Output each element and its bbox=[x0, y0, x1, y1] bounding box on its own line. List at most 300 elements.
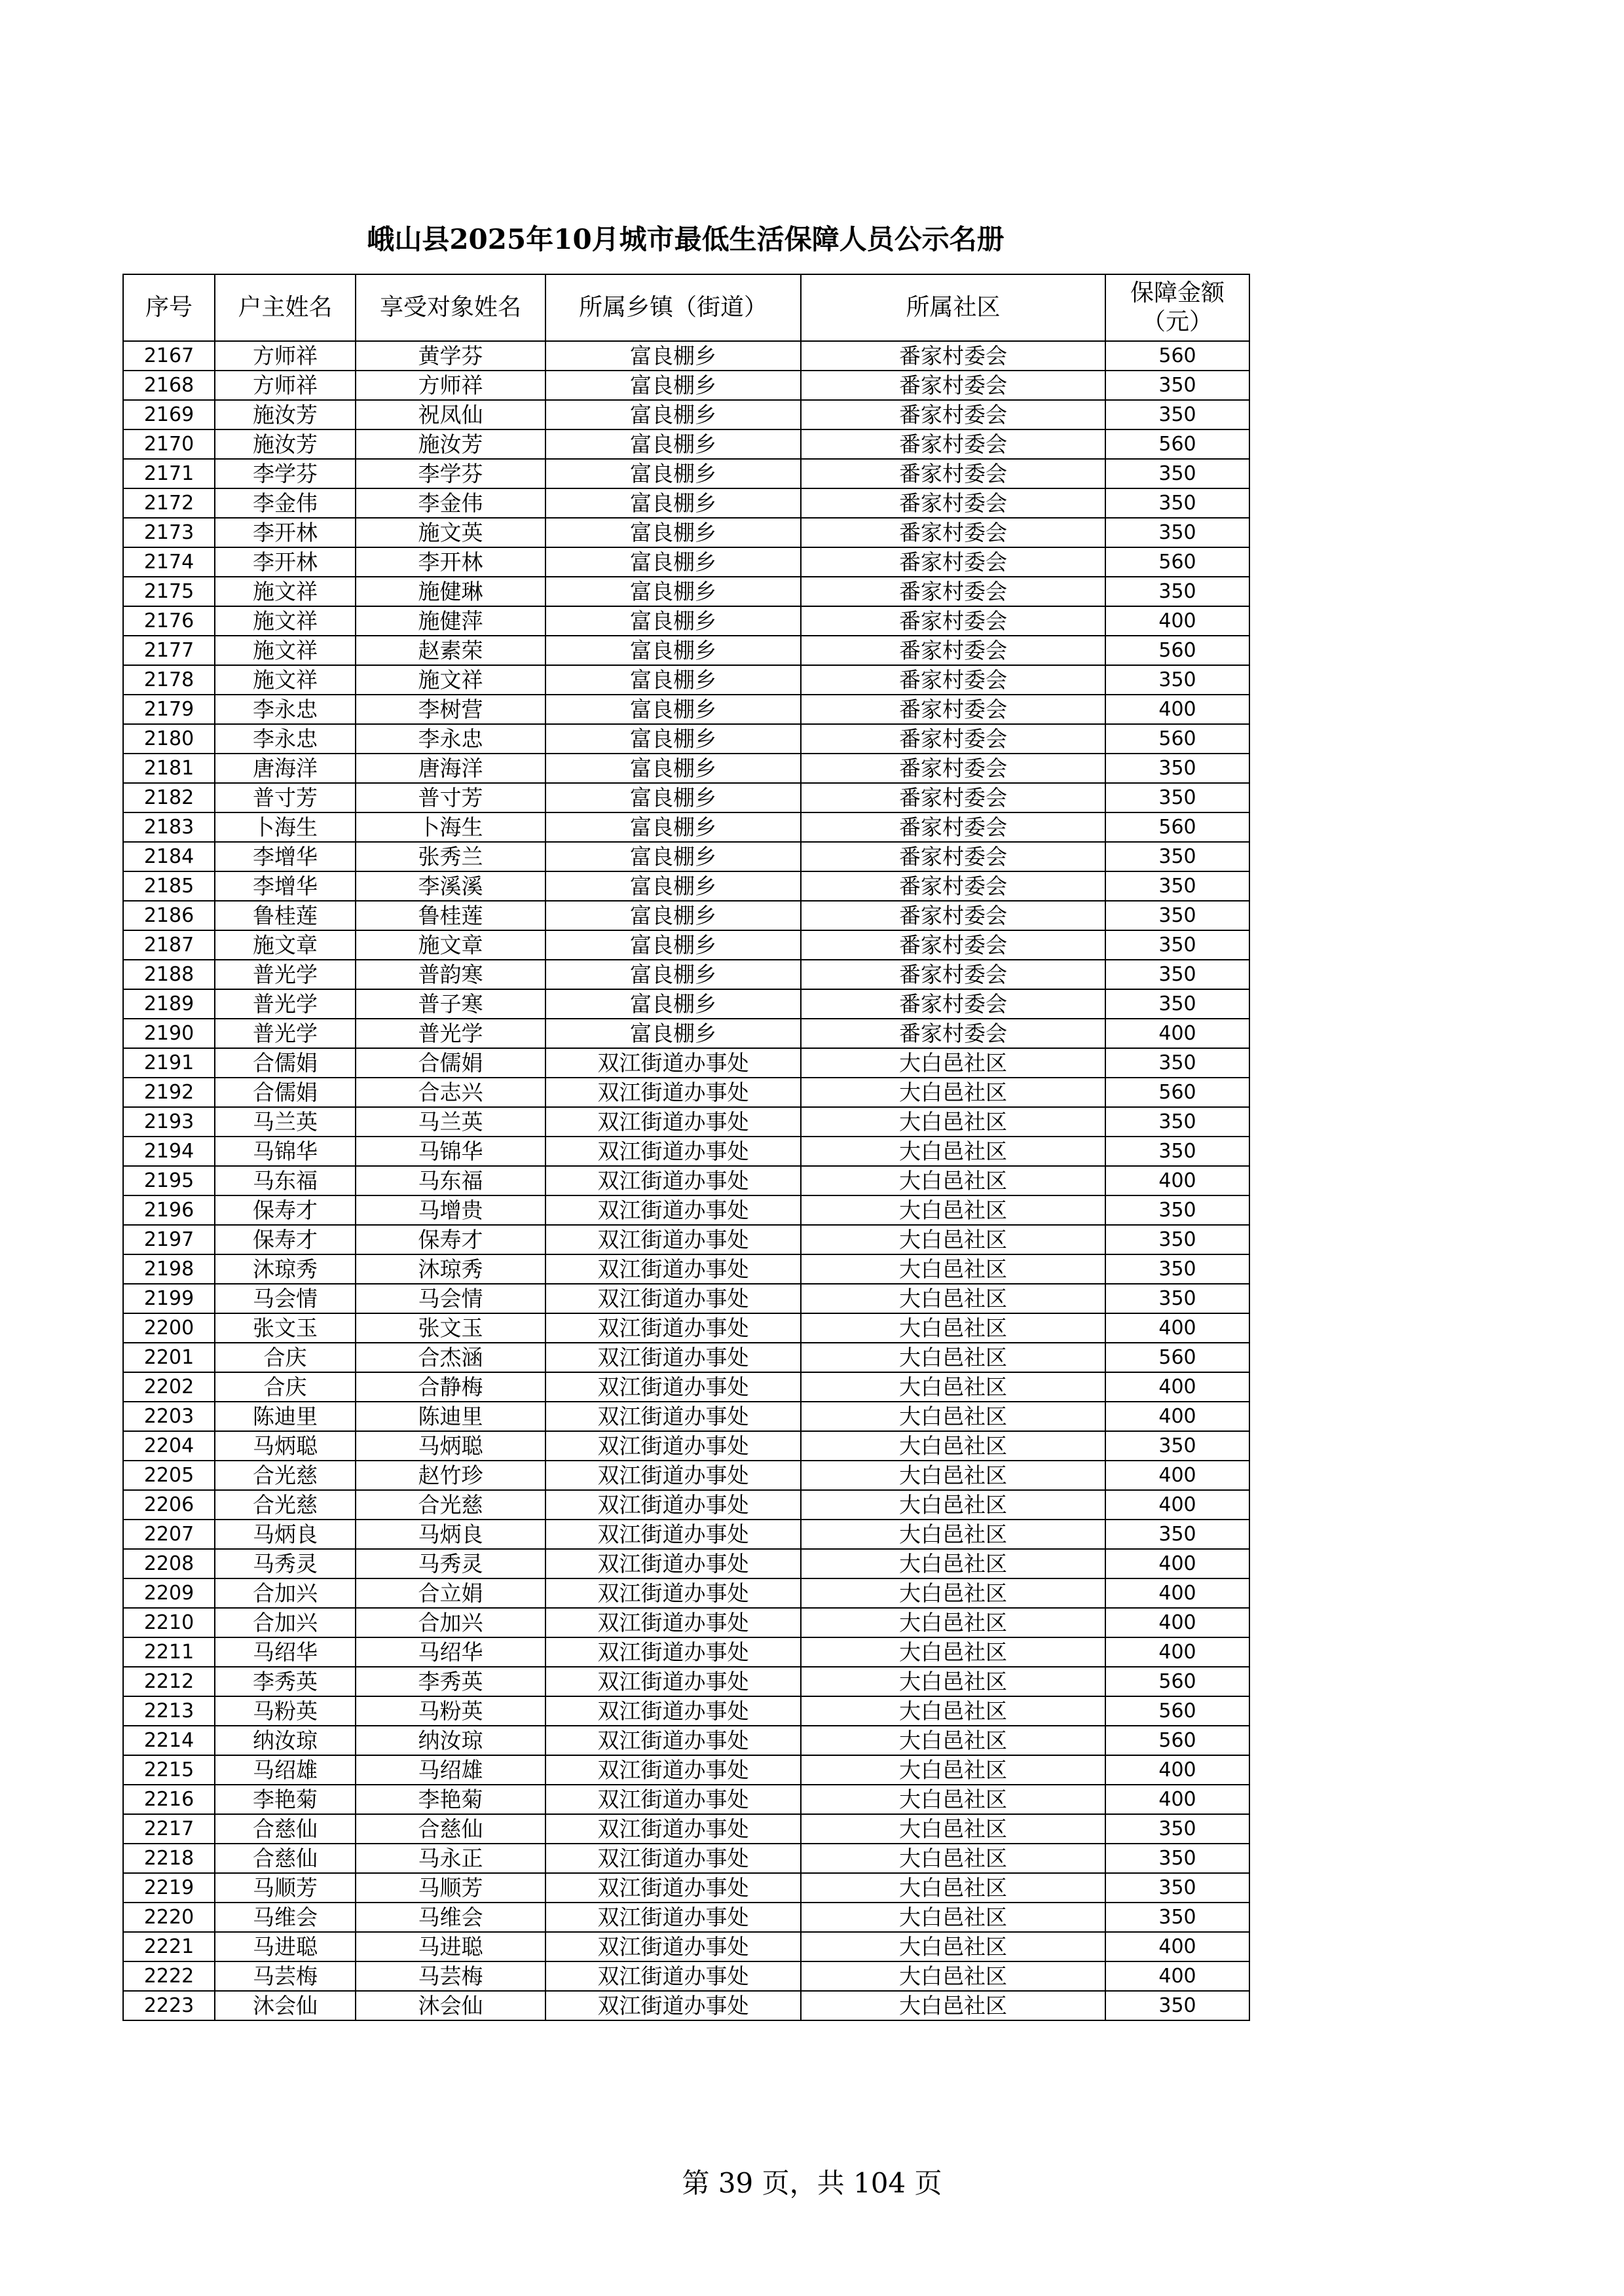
amount-cell: 400 bbox=[1105, 1019, 1249, 1048]
table-row bbox=[123, 783, 1249, 812]
seq-cell: 2190 bbox=[123, 1019, 215, 1048]
township-cell: 富良棚乡 bbox=[545, 901, 801, 930]
seq-cell: 2171 bbox=[123, 459, 215, 488]
head-name-cell: 李永忠 bbox=[215, 724, 356, 754]
beneficiary-name-cell: 马绍华 bbox=[356, 1637, 545, 1667]
table-row bbox=[123, 1284, 1249, 1313]
table-row bbox=[123, 1637, 1249, 1667]
township-cell: 富良棚乡 bbox=[545, 341, 801, 371]
head-name-cell: 马锦华 bbox=[215, 1137, 356, 1166]
table-row bbox=[123, 1402, 1249, 1431]
table-row bbox=[123, 606, 1249, 636]
head-name-cell: 施汝芳 bbox=[215, 400, 356, 429]
seq-cell: 2169 bbox=[123, 400, 215, 429]
township-cell: 富良棚乡 bbox=[545, 547, 801, 577]
beneficiary-name-cell: 普光学 bbox=[356, 1019, 545, 1048]
column-header-amount-line1: 保障金额 bbox=[1130, 280, 1225, 306]
amount-cell: 350 bbox=[1105, 1431, 1249, 1461]
community-cell: 番家村委会 bbox=[801, 459, 1105, 488]
head-name-cell: 陈迪里 bbox=[215, 1402, 356, 1431]
amount-cell: 350 bbox=[1105, 1225, 1249, 1254]
head-name-cell: 合加兴 bbox=[215, 1578, 356, 1608]
table-row bbox=[123, 1520, 1249, 1549]
township-cell: 富良棚乡 bbox=[545, 665, 801, 695]
table-row bbox=[123, 1137, 1249, 1166]
amount-cell: 560 bbox=[1105, 1726, 1249, 1755]
table-row bbox=[123, 1755, 1249, 1785]
beneficiary-name-cell: 李金伟 bbox=[356, 488, 545, 518]
community-cell: 大白邑社区 bbox=[801, 1195, 1105, 1225]
seq-cell: 2192 bbox=[123, 1078, 215, 1107]
table-row bbox=[123, 724, 1249, 754]
community-cell: 大白邑社区 bbox=[801, 1578, 1105, 1608]
seq-cell: 2193 bbox=[123, 1107, 215, 1137]
amount-cell: 350 bbox=[1105, 371, 1249, 400]
amount-cell: 400 bbox=[1105, 1932, 1249, 1961]
seq-cell: 2175 bbox=[123, 577, 215, 606]
seq-cell: 2223 bbox=[123, 1991, 215, 2020]
community-cell: 大白邑社区 bbox=[801, 1991, 1105, 2020]
township-cell: 富良棚乡 bbox=[545, 459, 801, 488]
township-cell: 双江街道办事处 bbox=[545, 1578, 801, 1608]
table-row bbox=[123, 1814, 1249, 1844]
table-row bbox=[123, 1667, 1249, 1696]
beneficiary-name-cell: 马绍雄 bbox=[356, 1755, 545, 1785]
head-name-cell: 马粉英 bbox=[215, 1696, 356, 1726]
seq-cell: 2221 bbox=[123, 1932, 215, 1961]
beneficiary-name-cell: 马兰英 bbox=[356, 1107, 545, 1137]
amount-cell: 350 bbox=[1105, 577, 1249, 606]
township-cell: 双江街道办事处 bbox=[545, 1667, 801, 1696]
beneficiary-name-cell: 马永正 bbox=[356, 1844, 545, 1873]
beneficiary-name-cell: 合光慈 bbox=[356, 1490, 545, 1520]
township-cell: 双江街道办事处 bbox=[545, 1755, 801, 1785]
amount-cell: 400 bbox=[1105, 1785, 1249, 1814]
amount-cell: 400 bbox=[1105, 1490, 1249, 1520]
beneficiary-name-cell: 施健琳 bbox=[356, 577, 545, 606]
amount-cell: 400 bbox=[1105, 1549, 1249, 1578]
table-row bbox=[123, 577, 1249, 606]
table-row bbox=[123, 488, 1249, 518]
seq-cell: 2201 bbox=[123, 1343, 215, 1372]
table-row bbox=[123, 842, 1249, 871]
column-header-head: 户主姓名 bbox=[215, 274, 356, 341]
community-cell: 番家村委会 bbox=[801, 783, 1105, 812]
township-cell: 双江街道办事处 bbox=[545, 1107, 801, 1137]
beneficiary-name-cell: 李秀英 bbox=[356, 1667, 545, 1696]
township-cell: 富良棚乡 bbox=[545, 989, 801, 1019]
township-cell: 富良棚乡 bbox=[545, 960, 801, 989]
head-name-cell: 马炳良 bbox=[215, 1520, 356, 1549]
community-cell: 番家村委会 bbox=[801, 724, 1105, 754]
community-cell: 番家村委会 bbox=[801, 400, 1105, 429]
seq-cell: 2211 bbox=[123, 1637, 215, 1667]
head-name-cell: 李金伟 bbox=[215, 488, 356, 518]
head-name-cell: 施文祥 bbox=[215, 665, 356, 695]
seq-cell: 2222 bbox=[123, 1961, 215, 1991]
table-row bbox=[123, 901, 1249, 930]
seq-cell: 2179 bbox=[123, 695, 215, 724]
community-cell: 番家村委会 bbox=[801, 871, 1105, 901]
township-cell: 富良棚乡 bbox=[545, 429, 801, 459]
community-cell: 大白邑社区 bbox=[801, 1726, 1105, 1755]
amount-cell: 350 bbox=[1105, 871, 1249, 901]
table-row bbox=[123, 1726, 1249, 1755]
page-title: 峨山县2025年10月城市最低生活保障人员公示名册 bbox=[367, 223, 1005, 255]
amount-cell: 400 bbox=[1105, 1402, 1249, 1431]
community-cell: 番家村委会 bbox=[801, 577, 1105, 606]
seq-cell: 2177 bbox=[123, 636, 215, 665]
head-name-cell: 合光慈 bbox=[215, 1461, 356, 1490]
community-cell: 大白邑社区 bbox=[801, 1873, 1105, 1903]
seq-cell: 2218 bbox=[123, 1844, 215, 1873]
roster-body bbox=[123, 341, 1249, 2020]
township-cell: 双江街道办事处 bbox=[545, 1284, 801, 1313]
beneficiary-name-cell: 陈迪里 bbox=[356, 1402, 545, 1431]
header-row bbox=[123, 274, 1249, 341]
township-cell: 双江街道办事处 bbox=[545, 1254, 801, 1284]
beneficiary-name-cell: 李开林 bbox=[356, 547, 545, 577]
head-name-cell: 合儒娟 bbox=[215, 1048, 356, 1078]
beneficiary-name-cell: 合立娟 bbox=[356, 1578, 545, 1608]
beneficiary-name-cell: 马粉英 bbox=[356, 1696, 545, 1726]
township-cell: 双江街道办事处 bbox=[545, 1549, 801, 1578]
head-name-cell: 李秀英 bbox=[215, 1667, 356, 1696]
beneficiary-name-cell: 张文玉 bbox=[356, 1313, 545, 1343]
community-cell: 番家村委会 bbox=[801, 812, 1105, 842]
head-name-cell: 马芸梅 bbox=[215, 1961, 356, 1991]
table-row bbox=[123, 1961, 1249, 1991]
township-cell: 双江街道办事处 bbox=[545, 1313, 801, 1343]
township-cell: 双江街道办事处 bbox=[545, 1961, 801, 1991]
head-name-cell: 马顺芳 bbox=[215, 1873, 356, 1903]
table-row bbox=[123, 1696, 1249, 1726]
township-cell: 富良棚乡 bbox=[545, 842, 801, 871]
seq-cell: 2212 bbox=[123, 1667, 215, 1696]
amount-cell: 350 bbox=[1105, 1520, 1249, 1549]
table-row bbox=[123, 695, 1249, 724]
amount-cell: 400 bbox=[1105, 1166, 1249, 1195]
township-cell: 双江街道办事处 bbox=[545, 1726, 801, 1755]
community-cell: 大白邑社区 bbox=[801, 1637, 1105, 1667]
head-name-cell: 合儒娟 bbox=[215, 1078, 356, 1107]
column-header-community: 所属社区 bbox=[801, 274, 1105, 341]
community-cell: 番家村委会 bbox=[801, 429, 1105, 459]
head-name-cell: 马会情 bbox=[215, 1284, 356, 1313]
seq-cell: 2209 bbox=[123, 1578, 215, 1608]
amount-cell: 560 bbox=[1105, 1667, 1249, 1696]
table-row bbox=[123, 1490, 1249, 1520]
township-cell: 双江街道办事处 bbox=[545, 1461, 801, 1490]
beneficiary-name-cell: 黄学芬 bbox=[356, 341, 545, 371]
amount-cell: 350 bbox=[1105, 1107, 1249, 1137]
community-cell: 大白邑社区 bbox=[801, 1078, 1105, 1107]
table-row bbox=[123, 1873, 1249, 1903]
beneficiary-name-cell: 唐海洋 bbox=[356, 754, 545, 783]
amount-cell: 350 bbox=[1105, 1137, 1249, 1166]
beneficiary-name-cell: 沐会仙 bbox=[356, 1991, 545, 2020]
community-cell: 番家村委会 bbox=[801, 989, 1105, 1019]
township-cell: 富良棚乡 bbox=[545, 695, 801, 724]
community-cell: 大白邑社区 bbox=[801, 1313, 1105, 1343]
head-name-cell: 唐海洋 bbox=[215, 754, 356, 783]
table-row bbox=[123, 1343, 1249, 1372]
amount-cell: 350 bbox=[1105, 1284, 1249, 1313]
head-name-cell: 施文祥 bbox=[215, 606, 356, 636]
head-name-cell: 方师祥 bbox=[215, 371, 356, 400]
column-header-amount bbox=[1105, 274, 1249, 341]
beneficiary-name-cell: 马锦华 bbox=[356, 1137, 545, 1166]
seq-cell: 2216 bbox=[123, 1785, 215, 1814]
head-name-cell: 施汝芳 bbox=[215, 429, 356, 459]
community-cell: 大白邑社区 bbox=[801, 1667, 1105, 1696]
head-name-cell: 李开林 bbox=[215, 547, 356, 577]
table-row bbox=[123, 1844, 1249, 1873]
township-cell: 双江街道办事处 bbox=[545, 1520, 801, 1549]
beneficiary-name-cell: 马炳聪 bbox=[356, 1431, 545, 1461]
beneficiary-name-cell: 施文英 bbox=[356, 518, 545, 547]
head-name-cell: 合庆 bbox=[215, 1372, 356, 1402]
beneficiary-name-cell: 鲁桂莲 bbox=[356, 901, 545, 930]
township-cell: 富良棚乡 bbox=[545, 812, 801, 842]
township-cell: 双江街道办事处 bbox=[545, 1991, 801, 2020]
head-name-cell: 马秀灵 bbox=[215, 1549, 356, 1578]
head-name-cell: 马绍华 bbox=[215, 1637, 356, 1667]
amount-cell: 350 bbox=[1105, 1814, 1249, 1844]
table-row bbox=[123, 1991, 1249, 2020]
table-row bbox=[123, 1225, 1249, 1254]
table-row bbox=[123, 459, 1249, 488]
head-name-cell: 纳汝琼 bbox=[215, 1726, 356, 1755]
beneficiary-name-cell: 施汝芳 bbox=[356, 429, 545, 459]
seq-cell: 2194 bbox=[123, 1137, 215, 1166]
page-footer: 第 39 页，共 104 页 bbox=[682, 2167, 942, 2199]
township-cell: 双江街道办事处 bbox=[545, 1195, 801, 1225]
head-name-cell: 施文祥 bbox=[215, 577, 356, 606]
community-cell: 番家村委会 bbox=[801, 547, 1105, 577]
amount-cell: 350 bbox=[1105, 518, 1249, 547]
amount-cell: 400 bbox=[1105, 1461, 1249, 1490]
seq-cell: 2168 bbox=[123, 371, 215, 400]
table-row bbox=[123, 960, 1249, 989]
amount-cell: 350 bbox=[1105, 1048, 1249, 1078]
amount-cell: 350 bbox=[1105, 1903, 1249, 1932]
head-name-cell: 普光学 bbox=[215, 960, 356, 989]
amount-cell: 560 bbox=[1105, 636, 1249, 665]
head-name-cell: 马进聪 bbox=[215, 1932, 356, 1961]
seq-cell: 2199 bbox=[123, 1284, 215, 1313]
head-name-cell: 李增华 bbox=[215, 871, 356, 901]
community-cell: 番家村委会 bbox=[801, 901, 1105, 930]
head-name-cell: 沐琼秀 bbox=[215, 1254, 356, 1284]
table-row bbox=[123, 1608, 1249, 1637]
amount-cell: 400 bbox=[1105, 1637, 1249, 1667]
head-name-cell: 合慈仙 bbox=[215, 1814, 356, 1844]
table-row bbox=[123, 1549, 1249, 1578]
beneficiary-name-cell: 马会情 bbox=[356, 1284, 545, 1313]
table-row bbox=[123, 1932, 1249, 1961]
seq-cell: 2210 bbox=[123, 1608, 215, 1637]
beneficiary-name-cell: 祝凤仙 bbox=[356, 400, 545, 429]
township-cell: 双江街道办事处 bbox=[545, 1637, 801, 1667]
township-cell: 双江街道办事处 bbox=[545, 1225, 801, 1254]
township-cell: 双江街道办事处 bbox=[545, 1608, 801, 1637]
beneficiary-name-cell: 马芸梅 bbox=[356, 1961, 545, 1991]
head-name-cell: 马炳聪 bbox=[215, 1431, 356, 1461]
amount-cell: 350 bbox=[1105, 842, 1249, 871]
head-name-cell: 普寸芳 bbox=[215, 783, 356, 812]
head-name-cell: 保寿才 bbox=[215, 1225, 356, 1254]
seq-cell: 2220 bbox=[123, 1903, 215, 1932]
seq-cell: 2205 bbox=[123, 1461, 215, 1490]
township-cell: 富良棚乡 bbox=[545, 754, 801, 783]
seq-cell: 2186 bbox=[123, 901, 215, 930]
community-cell: 大白邑社区 bbox=[801, 1402, 1105, 1431]
township-cell: 双江街道办事处 bbox=[545, 1844, 801, 1873]
amount-cell: 350 bbox=[1105, 1873, 1249, 1903]
community-cell: 番家村委会 bbox=[801, 636, 1105, 665]
seq-cell: 2174 bbox=[123, 547, 215, 577]
community-cell: 大白邑社区 bbox=[801, 1490, 1105, 1520]
community-cell: 番家村委会 bbox=[801, 371, 1105, 400]
amount-cell: 400 bbox=[1105, 695, 1249, 724]
beneficiary-name-cell: 普寸芳 bbox=[356, 783, 545, 812]
beneficiary-name-cell: 马炳良 bbox=[356, 1520, 545, 1549]
community-cell: 大白邑社区 bbox=[801, 1961, 1105, 1991]
table-row bbox=[123, 1107, 1249, 1137]
community-cell: 大白邑社区 bbox=[801, 1137, 1105, 1166]
township-cell: 富良棚乡 bbox=[545, 371, 801, 400]
community-cell: 大白邑社区 bbox=[801, 1549, 1105, 1578]
beneficiary-name-cell: 合杰涵 bbox=[356, 1343, 545, 1372]
table-row bbox=[123, 1461, 1249, 1490]
seq-cell: 2188 bbox=[123, 960, 215, 989]
amount-cell: 400 bbox=[1105, 1578, 1249, 1608]
beneficiary-name-cell: 方师祥 bbox=[356, 371, 545, 400]
beneficiary-name-cell: 施文祥 bbox=[356, 665, 545, 695]
seq-cell: 2206 bbox=[123, 1490, 215, 1520]
table-row bbox=[123, 547, 1249, 577]
head-name-cell: 李永忠 bbox=[215, 695, 356, 724]
beneficiary-name-cell: 合慈仙 bbox=[356, 1814, 545, 1844]
table-row bbox=[123, 1019, 1249, 1048]
community-cell: 大白邑社区 bbox=[801, 1048, 1105, 1078]
amount-cell: 350 bbox=[1105, 754, 1249, 783]
seq-cell: 2182 bbox=[123, 783, 215, 812]
community-cell: 番家村委会 bbox=[801, 930, 1105, 960]
beneficiary-name-cell: 普韵寒 bbox=[356, 960, 545, 989]
seq-cell: 2219 bbox=[123, 1873, 215, 1903]
head-name-cell: 李增华 bbox=[215, 842, 356, 871]
amount-cell: 350 bbox=[1105, 930, 1249, 960]
seq-cell: 2214 bbox=[123, 1726, 215, 1755]
community-cell: 大白邑社区 bbox=[801, 1608, 1105, 1637]
head-name-cell: 张文玉 bbox=[215, 1313, 356, 1343]
township-cell: 富良棚乡 bbox=[545, 636, 801, 665]
beneficiary-name-cell: 合儒娟 bbox=[356, 1048, 545, 1078]
column-header-seq: 序号 bbox=[123, 274, 215, 341]
head-name-cell: 马绍雄 bbox=[215, 1755, 356, 1785]
table-row bbox=[123, 1785, 1249, 1814]
head-name-cell: 合慈仙 bbox=[215, 1844, 356, 1873]
township-cell: 富良棚乡 bbox=[545, 783, 801, 812]
beneficiary-name-cell: 李学芬 bbox=[356, 459, 545, 488]
township-cell: 双江街道办事处 bbox=[545, 1078, 801, 1107]
community-cell: 大白邑社区 bbox=[801, 1284, 1105, 1313]
township-cell: 双江街道办事处 bbox=[545, 1402, 801, 1431]
head-name-cell: 李学芬 bbox=[215, 459, 356, 488]
township-cell: 双江街道办事处 bbox=[545, 1431, 801, 1461]
beneficiary-name-cell: 沐琼秀 bbox=[356, 1254, 545, 1284]
township-cell: 双江街道办事处 bbox=[545, 1490, 801, 1520]
amount-cell: 560 bbox=[1105, 341, 1249, 371]
beneficiary-name-cell: 赵素荣 bbox=[356, 636, 545, 665]
roster-table bbox=[122, 274, 1250, 2021]
column-header-amount-line2: （元） bbox=[1141, 308, 1213, 335]
community-cell: 大白邑社区 bbox=[801, 1107, 1105, 1137]
township-cell: 富良棚乡 bbox=[545, 577, 801, 606]
seq-cell: 2202 bbox=[123, 1372, 215, 1402]
township-cell: 双江街道办事处 bbox=[545, 1137, 801, 1166]
seq-cell: 2181 bbox=[123, 754, 215, 783]
seq-cell: 2215 bbox=[123, 1755, 215, 1785]
township-cell: 富良棚乡 bbox=[545, 1019, 801, 1048]
township-cell: 双江街道办事处 bbox=[545, 1696, 801, 1726]
head-name-cell: 普光学 bbox=[215, 989, 356, 1019]
table-row bbox=[123, 812, 1249, 842]
beneficiary-name-cell: 马秀灵 bbox=[356, 1549, 545, 1578]
township-cell: 双江街道办事处 bbox=[545, 1932, 801, 1961]
amount-cell: 350 bbox=[1105, 665, 1249, 695]
seq-cell: 2183 bbox=[123, 812, 215, 842]
community-cell: 大白邑社区 bbox=[801, 1254, 1105, 1284]
column-header-beneficiary: 享受对象姓名 bbox=[356, 274, 545, 341]
community-cell: 大白邑社区 bbox=[801, 1696, 1105, 1726]
seq-cell: 2196 bbox=[123, 1195, 215, 1225]
beneficiary-name-cell: 李永忠 bbox=[356, 724, 545, 754]
seq-cell: 2187 bbox=[123, 930, 215, 960]
beneficiary-name-cell: 马维会 bbox=[356, 1903, 545, 1932]
township-cell: 富良棚乡 bbox=[545, 871, 801, 901]
community-cell: 大白邑社区 bbox=[801, 1844, 1105, 1873]
table-row bbox=[123, 1254, 1249, 1284]
community-cell: 大白邑社区 bbox=[801, 1932, 1105, 1961]
head-name-cell: 鲁桂莲 bbox=[215, 901, 356, 930]
table-row bbox=[123, 1195, 1249, 1225]
amount-cell: 350 bbox=[1105, 1195, 1249, 1225]
amount-cell: 560 bbox=[1105, 812, 1249, 842]
amount-cell: 350 bbox=[1105, 783, 1249, 812]
table-row bbox=[123, 1372, 1249, 1402]
beneficiary-name-cell: 赵竹珍 bbox=[356, 1461, 545, 1490]
township-cell: 双江街道办事处 bbox=[545, 1903, 801, 1932]
township-cell: 双江街道办事处 bbox=[545, 1343, 801, 1372]
community-cell: 番家村委会 bbox=[801, 1019, 1105, 1048]
amount-cell: 400 bbox=[1105, 1755, 1249, 1785]
table-row bbox=[123, 341, 1249, 371]
township-cell: 富良棚乡 bbox=[545, 930, 801, 960]
amount-cell: 350 bbox=[1105, 1254, 1249, 1284]
table-row bbox=[123, 930, 1249, 960]
seq-cell: 2217 bbox=[123, 1814, 215, 1844]
community-cell: 大白邑社区 bbox=[801, 1166, 1105, 1195]
column-header-township: 所属乡镇（街道） bbox=[545, 274, 801, 341]
amount-cell: 350 bbox=[1105, 989, 1249, 1019]
head-name-cell: 马兰英 bbox=[215, 1107, 356, 1137]
township-cell: 富良棚乡 bbox=[545, 518, 801, 547]
community-cell: 大白邑社区 bbox=[801, 1461, 1105, 1490]
table-row bbox=[123, 1048, 1249, 1078]
